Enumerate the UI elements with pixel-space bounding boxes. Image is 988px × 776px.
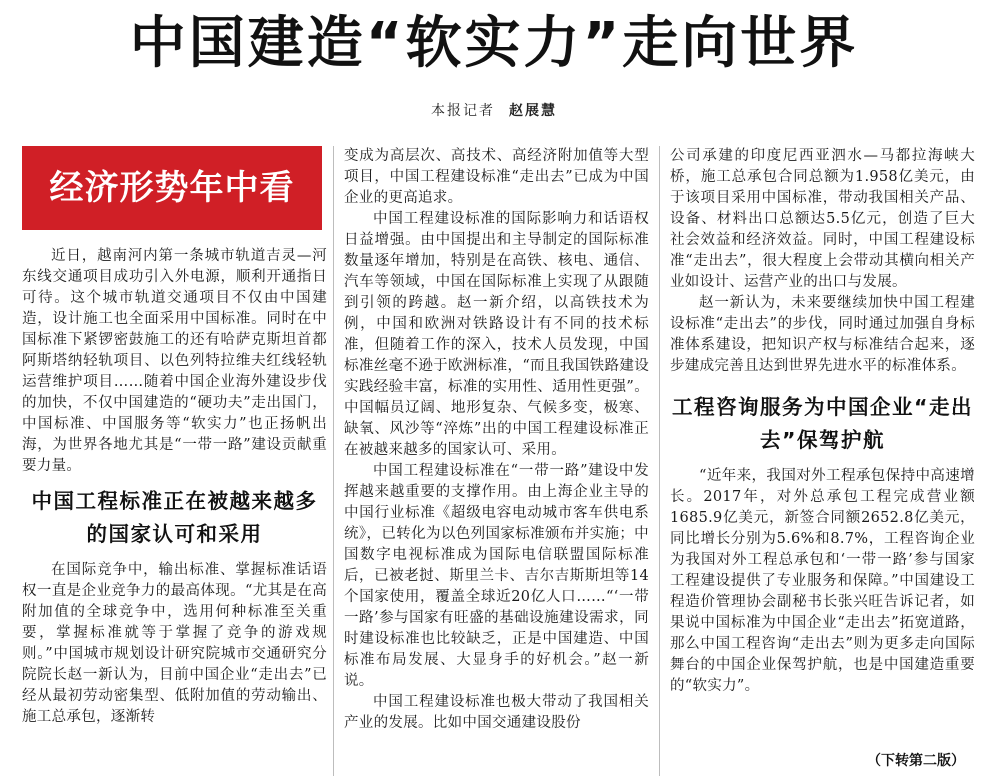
article-column-1 [22,146,327,776]
continued-note: （下转第二版） [863,750,965,770]
section-badge: 经济形势年中看 [22,146,322,230]
subheading: 工程咨询服务为中国企业“走出去”保驾护航 [672,395,973,452]
paragraph: 在国际竞争中，输出标准、掌握标准话语权一直是企业竞争力的最高体现。“尤其是在高附加值的全球竞争中，选用何种标准至关重要，掌握标准就等于掌握了竞争的游戏规则。”中国城市规划设计研究院城市交通研究分院院长赵一新认为，目前中国企业“走出去”已经从最初劳动密集型、低附加值的劳动输出、施工总承包，逐渐转 [22,562,327,725]
paragraph: 中国工程建设标准的国际影响力和话语权日益增强。由中国提出和主导制定的国际标准数量逐年增加，特别是在高铁、核电、通信、汽车等领域，中国在国际标准上实现了从跟随到引领的跨越。赵一新介绍，以高铁技术为例，中国和欧洲对铁路设计有不同的技术标准，但随着工作的深入，技术人员发现，中国标准丝毫不逊于欧洲标准，“而且我国铁路建设实践经验丰富，标准的实用性、适用性更强”。中国幅员辽阔、地形复杂、气候多变，极寒、缺氧、风沙等“淬炼”出的中国工程建设标准正在被越来越多的国家认可、采用。 [344,211,649,458]
paragraph: “近年来，我国对外工程承包保持中高速增长。2017年，对外总承包工程完成营业额1685.9亿美元，新签合同额2652.8亿美元，同比增长分别为5.6%和8.7%，工程咨询企业为我国对外工程总承包和‘一带一路’参与国家工程建设提供了专业服务和保障。”中国建设工程造价管理协会副秘书长张兴旺告诉记者，如果说中国标准为中国企业“走出去”拓宽道路，那么中国工程咨询“走出去”则为更多走向国际舞台的中国企业保驾护航，也是中国建造重要的“软实力”。 [670,468,975,694]
column-divider [659,146,660,776]
byline [0,100,988,120]
paragraph: 中国工程建设标准在“一带一路”建设中发挥越来越重要的支撑作用。由上海企业主导的中国行业标准《超级电容电动城市客车供电系统》，已转化为以色列国家标准颁布并实施；中国数字电视标准成为国际电信联盟国际标准后，已被老挝、斯里兰卡、吉尔吉斯斯坦等14个国家使用，覆盖全球近20亿人口……“‘一带一路’参与国家有旺盛的基础设施建设需求，同时建设标准也比较缺乏，正是中国建造、中国标准布局发展、大显身手的好机会。”赵一新说。 [344,463,649,689]
article-column-3 [670,146,975,776]
subheading: 中国工程标准正在被越来越多的国家认可和采用 [31,489,318,546]
headline: 中国建造“软实力”走向世界 [129,11,859,76]
paragraph: 近日，越南河内第一条城市轨道吉灵—河东线交通项目成功引入外电源，顺利开通指日可待。这个城市轨道交通项目不仅由中国建造，设计施工也全面采用中国标准。同时在中国标准下紧锣密鼓施工的还有哈萨克斯坦首都阿斯塔纳轻轨项目、以色列特拉维夫红线轻轨运营维护项目……随着中国企业海外建设步伐的加快，不仅中国建造的“硬功夫”走出国门，中国标准、中国服务等“软实力”也正扬帆出海，为世界各地尤其是“一带一路”建设贡献重要力量。 [22,248,327,474]
paragraph: 变成为高层次、高技术、高经济附加值等大型项目，中国工程建设标准“走出去”已成为中国企业的更高追求。 [344,148,649,206]
paragraph: 中国工程建设标准也极大带动了我国相关产业的发展。比如中国交通建设股份 [344,694,649,731]
article-column-2 [344,146,649,776]
paragraph: 赵一新认为，未来要继续加快中国工程建设标准“走出去”的步伐，同时通过加强自身标准体系建设，把知识产权与标准结合起来，逐步建成完善且达到世界先进水平的标准体系。 [670,295,975,374]
byline-role: 本报记者 [431,103,495,119]
paragraph: 公司承建的印度尼西亚泗水—马都拉海峡大桥，施工总承包合同总额为1.958亿美元，由于该项目采用中国标准，带动我国相关产品、设备、材料出口总额达5.5亿元，创造了巨大社会效益和经济效益。同时，中国工程建设标准“走出去”，很大程度上会带动其横向相关产业如设计、运营产业的出口与发展。 [670,148,975,290]
byline-author: 赵展慧 [509,103,557,119]
column-divider [333,146,334,776]
